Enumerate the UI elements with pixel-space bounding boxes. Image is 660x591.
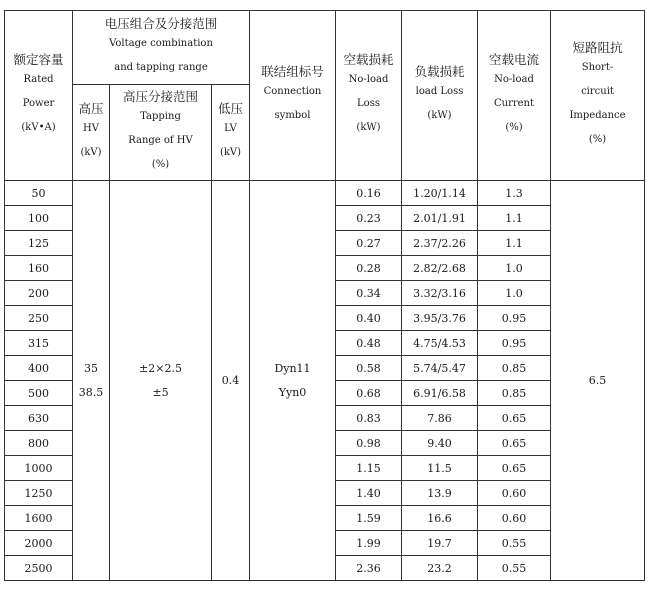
cell-load-loss: 19.7 [402,531,478,556]
cell-load-loss: 11.5 [402,456,478,481]
cell-no-load-current: 0.95 [478,306,551,331]
cell-no-load-current: 0.95 [478,331,551,356]
cell-rated-power: 1250 [5,481,73,506]
header-tapping-range: 高压分接范围 Tapping Range of HV (%) [110,85,212,181]
cell-load-loss: 2.37/2.26 [402,231,478,256]
transformer-spec-table [4,10,645,581]
tapping-value-2: ±5 [152,385,169,399]
cell-no-load-current: 0.60 [478,481,551,506]
cell-no-load-current: 1.1 [478,206,551,231]
cell-no-load-loss: 1.99 [336,531,402,556]
cell-no-load-loss: 1.59 [336,506,402,531]
cell-rated-power: 630 [5,406,73,431]
cell-load-loss: 6.91/6.58 [402,381,478,406]
cell-rated-power: 800 [5,431,73,456]
cell-no-load-loss: 0.34 [336,281,402,306]
cell-no-load-loss: 0.28 [336,256,402,281]
cell-rated-power: 1600 [5,506,73,531]
cell-load-loss: 1.20/1.14 [402,181,478,206]
cell-rated-power: 160 [5,256,73,281]
cell-no-load-current: 0.65 [478,456,551,481]
cell-no-load-loss: 0.27 [336,231,402,256]
cell-rated-power: 100 [5,206,73,231]
header-rated-power: 额定容量 Rated Power (kV•A) [5,11,73,181]
cell-tapping-merged [110,181,212,581]
header-voltage-combination: 电压组合及分接范围 Voltage combination and tapping range [73,11,250,85]
cell-no-load-loss: 1.15 [336,456,402,481]
cell-no-load-current: 0.55 [478,531,551,556]
cell-load-loss: 5.74/5.47 [402,356,478,381]
cell-no-load-current: 1.0 [478,281,551,306]
cell-rated-power: 50 [5,181,73,206]
cell-no-load-current: 0.65 [478,406,551,431]
header-no-load-current: 空载电流 No-load Current (%) [478,11,551,181]
cell-load-loss: 2.82/2.68 [402,256,478,281]
cell-rated-power: 125 [5,231,73,256]
cell-load-loss: 23.2 [402,556,478,581]
cell-no-load-loss: 0.58 [336,356,402,381]
cell-no-load-current: 0.55 [478,556,551,581]
cell-no-load-loss: 2.36 [336,556,402,581]
header-hv: 高压 HV (kV) [73,85,110,181]
cell-no-load-current: 0.85 [478,356,551,381]
connection-value-1: Dyn11 [274,361,311,375]
header-load-loss: 负载损耗 load Loss (kW) [402,11,478,181]
cell-load-loss: 2.01/1.91 [402,206,478,231]
cell-no-load-loss: 1.40 [336,481,402,506]
connection-value-2: Yyn0 [278,385,307,399]
cell-rated-power: 500 [5,381,73,406]
cell-rated-power: 400 [5,356,73,381]
cell-no-load-current: 0.85 [478,381,551,406]
cell-hv-merged [73,181,110,581]
cell-no-load-loss: 0.40 [336,306,402,331]
cell-no-load-current: 1.0 [478,256,551,281]
tapping-value-1: ±2×2.5 [139,361,182,375]
cell-load-loss: 13.9 [402,481,478,506]
cell-load-loss: 9.40 [402,431,478,456]
cell-no-load-loss: 0.23 [336,206,402,231]
cell-no-load-loss: 0.68 [336,381,402,406]
cell-no-load-loss: 0.98 [336,431,402,456]
cell-connection-merged [250,181,336,581]
cell-rated-power: 2500 [5,556,73,581]
cell-no-load-current: 1.1 [478,231,551,256]
cell-no-load-loss: 0.16 [336,181,402,206]
header-row-1 [5,11,645,85]
cell-rated-power: 315 [5,331,73,356]
cell-load-loss: 4.75/4.53 [402,331,478,356]
cell-impedance-merged: 6.5 [551,181,645,581]
cell-load-loss: 16.6 [402,506,478,531]
hv-value-1: 35 [84,361,98,375]
cell-no-load-loss: 0.83 [336,406,402,431]
cell-no-load-current: 1.3 [478,181,551,206]
cell-no-load-current: 0.65 [478,431,551,456]
header-impedance: 短路阻抗 Short- circuit Impedance (%) [551,11,645,181]
cell-lv-merged: 0.4 [212,181,250,581]
cell-rated-power: 200 [5,281,73,306]
cell-load-loss: 3.32/3.16 [402,281,478,306]
cell-rated-power: 1000 [5,456,73,481]
hv-value-2: 38.5 [78,385,104,399]
header-lv: 低压 LV (kV) [212,85,250,181]
cell-load-loss: 3.95/3.76 [402,306,478,331]
header-no-load-loss: 空载损耗 No-load Loss (kW) [336,11,402,181]
cell-load-loss: 7.86 [402,406,478,431]
cell-rated-power: 250 [5,306,73,331]
cell-rated-power: 2000 [5,531,73,556]
table-row [5,181,645,206]
cell-no-load-loss: 0.48 [336,331,402,356]
cell-no-load-current: 0.60 [478,506,551,531]
header-connection-symbol: 联结组标号 Connection symbol [250,11,336,181]
